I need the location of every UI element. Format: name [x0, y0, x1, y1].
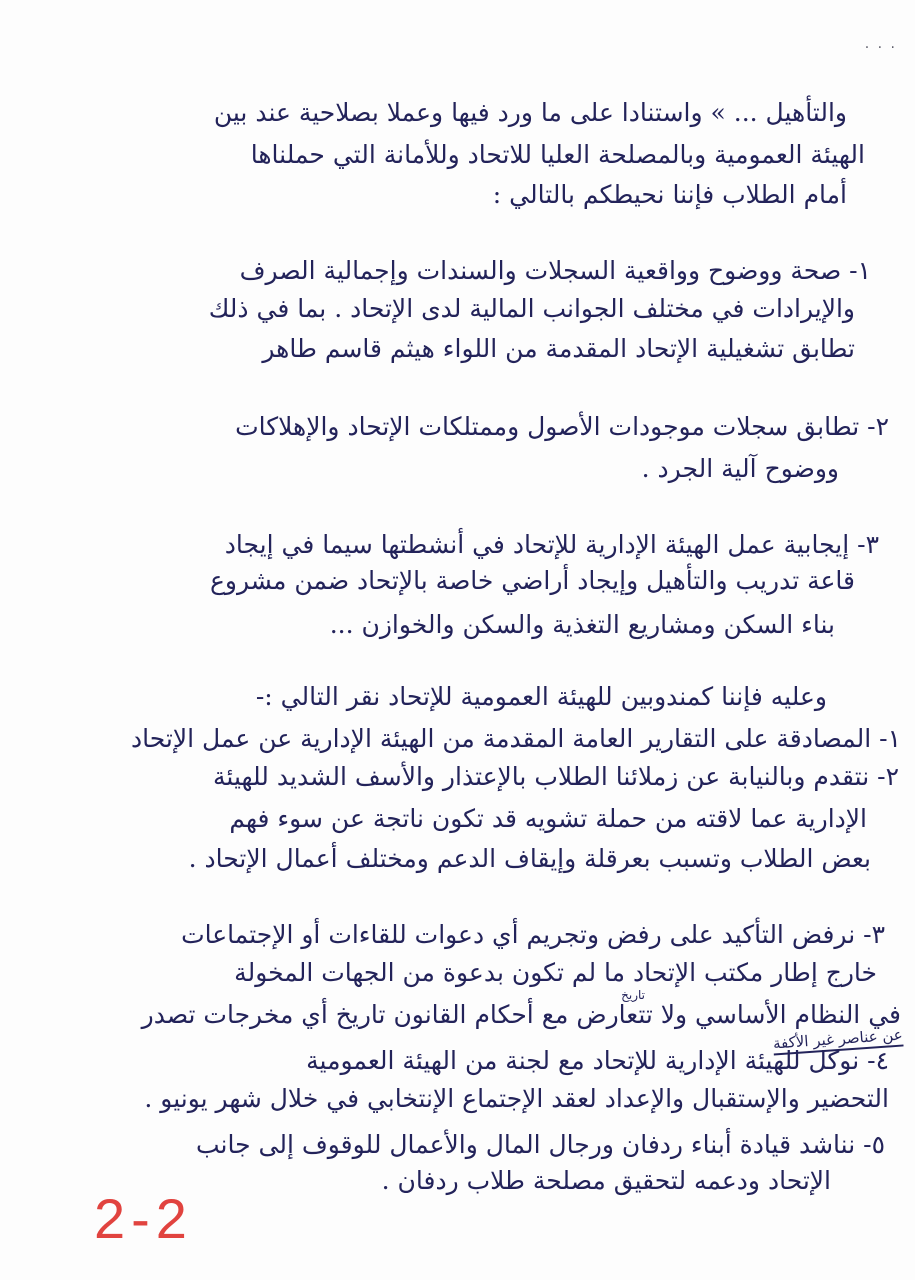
section2-item4-line: ٤- نوكل للهيئة الإدارية للإتحاد مع لجنة من الهيئة العمومية — [306, 1046, 889, 1075]
section1-item2-line: ٢- تطابق سجلات موجودات الأصول وممتلكات الإتحاد والإهلاكات — [235, 412, 889, 441]
section2-item2-line: ٢- نتقدم وبالنيابة عن زملائنا الطلاب بالإعتذار والأسف الشديد للهيئة — [213, 762, 899, 791]
page-number: 2-2 — [94, 1187, 193, 1250]
intro-line: أمام الطلاب فإننا نحيطكم بالتالي : — [492, 180, 847, 209]
section2-item5-line: ٥- نناشد قيادة أبناء ردفان ورجال المال والأعمال للوقوف إلى جانب — [195, 1130, 885, 1159]
intro-line: والتأهيل ... » واستنادا على ما ورد فيها وعملا بصلاحية عند بين — [213, 98, 847, 127]
section2-item4-line: التحضير والإستقبال والإعداد لعقد الإجتماع الإنتخابي في خلال شهر يونيو . — [144, 1084, 889, 1113]
section2-item3-line: خارج إطار مكتب الإتحاد ما لم تكون بدعوة من الجهات المخولة — [234, 958, 877, 987]
section1-item1-line: ١- صحة ووضوح وواقعية السجلات والسندات وإجمالية الصرف — [239, 256, 871, 285]
section2-item5-line: الإتحاد ودعمه لتحقيق مصلحة طلاب ردفان . — [381, 1166, 831, 1195]
intro-line: الهيئة العمومية وبالمصلحة العليا للاتحاد وللأمانة التي حملناها — [250, 140, 865, 169]
item3-above-note: تاريخ — [621, 988, 645, 1002]
section2-item3-line: ٣- نرفض التأكيد على رفض وتجريم أي دعوات للقاءات أو الإجتماعات — [181, 920, 885, 949]
section1-item3-line: بناء السكن ومشاريع التغذية والسكن والخوازن ... — [329, 610, 835, 639]
section2-item2-line: الإدارية عما لاقته من حملة تشويه قد تكون ناتجة عن سوء فهم — [229, 804, 867, 833]
section1-item1-line: تطابق تشغيلية الإتحاد المقدمة من اللواء هيثم قاسم طاهر — [262, 334, 855, 363]
section1-item3-line: ٣- إيجابية عمل الهيئة الإدارية للإتحاد في أنشطتها سيما في إيجاد — [224, 530, 879, 559]
section2-intro: وعليه فإننا كمندوبين للهيئة العمومية للإتحاد نقر التالي :- — [255, 682, 827, 711]
section2-item3-line: في النظام الأساسي ولا تتعارض مع أحكام القانون تاريخ أي مخرجات تصدر — [141, 1000, 901, 1029]
section1-item1-line: والإيرادات في مختلف الجوانب المالية لدى الإتحاد . بما في ذلك — [208, 294, 855, 323]
section1-item2-line: ووضوح آلية الجرد . — [641, 454, 839, 483]
section2-item2-line: بعض الطلاب وتسبب بعرقلة وإيقاف الدعم ومختلف أعمال الإتحاد . — [188, 844, 871, 873]
section2-item1-line: ١- المصادقة على التقارير العامة المقدمة من الهيئة الإدارية عن عمل الإتحاد — [131, 724, 901, 753]
corner-marks: . . . — [864, 36, 897, 52]
section1-item3-line: قاعة تدريب والتأهيل وإيجاد أراضي خاصة بالإتحاد ضمن مشروع — [209, 566, 855, 595]
item3-margin-note: عن عناصر غير الأكفة — [773, 1025, 904, 1055]
